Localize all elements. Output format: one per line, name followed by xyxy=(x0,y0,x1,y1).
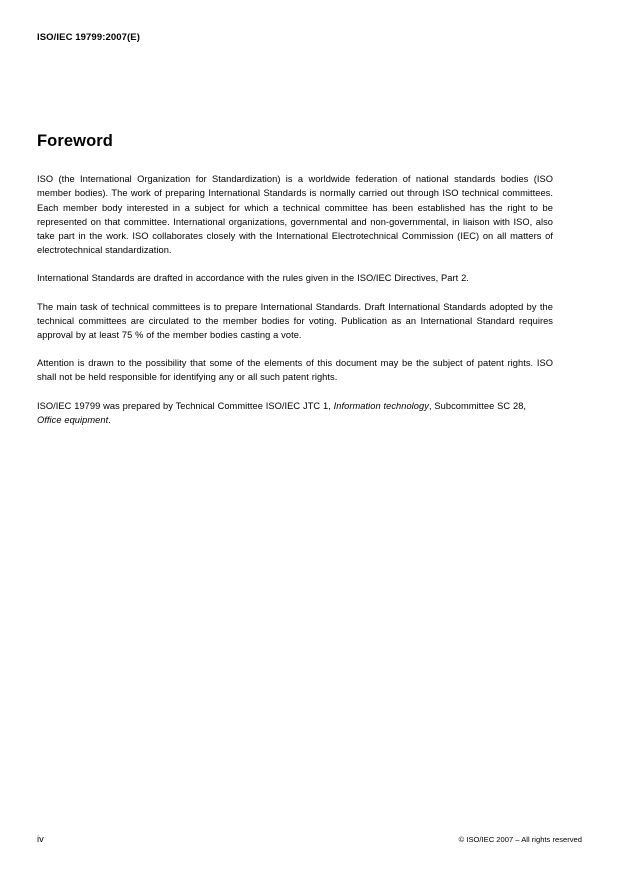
copyright-notice: © ISO/IEC 2007 – All rights reserved xyxy=(458,835,582,844)
page-title: Foreword xyxy=(37,132,113,150)
page-content xyxy=(37,132,553,427)
running-header: ISO/IEC 19799:2007(E) xyxy=(37,32,140,43)
foreword-paragraph-5 xyxy=(37,399,553,427)
foreword-paragraph-4: Attention is drawn to the possibility that some of the elements of this document may be the subject of patent rights. ISO shall not be held responsible for identifying any or all such patent rights. xyxy=(37,358,553,383)
paragraph-5-italic-1: Information technology xyxy=(333,400,429,411)
page-footer xyxy=(37,834,582,848)
foreword-paragraph-2: International Standards are drafted in accordance with the rules given in the ISO/IEC Directives, Part 2. xyxy=(37,273,469,284)
page-number: iv xyxy=(37,834,44,844)
paragraph-5-text-2: , Subcommittee SC 28, xyxy=(428,400,527,411)
paragraph-5-italic-2: Office equipment xyxy=(37,414,109,425)
paragraph-5-text-1: ISO/IEC 19799 was prepared by Technical Committee ISO/IEC JTC 1, xyxy=(37,400,334,411)
foreword-paragraph-3: The main task of technical committees is to prepare International Standards. Draft International Standards adopted by the technical committees are circulated to the member bodies for voting. Publication as an International Standard requires approval by at least 75 % of the member bodies casting a vote. xyxy=(37,301,553,340)
foreword-paragraph-1: ISO (the International Organization for Standardization) is a worldwide federation of national standards bodies (ISO member bodies). The work of preparing International Standards is normally carried out through ISO technical committees. Each member body interested in a subject for which a technical committee has been established has the right to be represented on that committee. International organizations, governmental and non-governmental, in liaison with ISO, also take part in the work. ISO collaborates closely with the International Electrotechnical Commission (IEC) on all matters of electrotechnical standardization. xyxy=(37,174,553,256)
paragraph-5-text-3: . xyxy=(108,414,111,425)
